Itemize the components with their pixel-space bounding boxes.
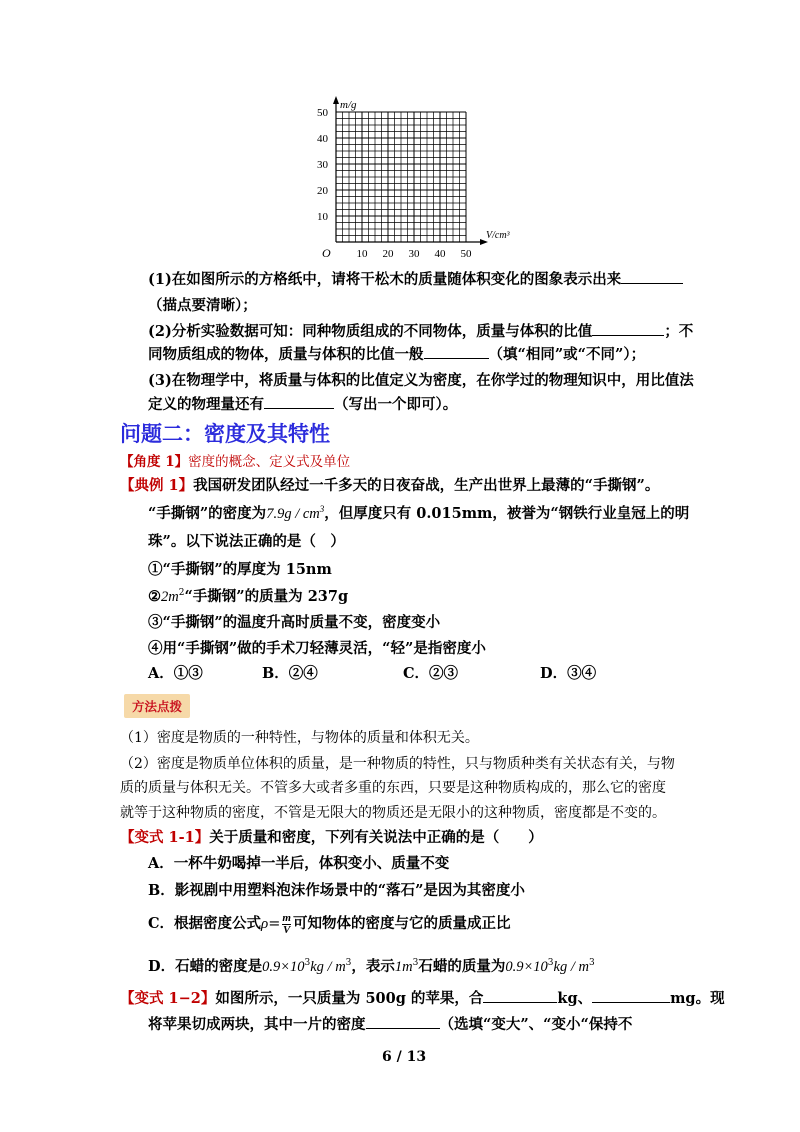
example1-line1: 【典例 1】我国研发团队经过一千多天的日夜奋战，生产出世界上最薄的“手撕钢”。 <box>120 477 660 494</box>
statement-1: ①“手撕钢”的厚度为 15nm <box>148 561 332 578</box>
mass-volume-grid-chart <box>300 90 530 260</box>
variant-1-2-line1: 【变式 1−2】如图所示，一只质量为 500g 的苹果，合 kg、 mg。现 <box>120 990 725 1007</box>
method-p2-line1: （2）密度是物质单位体积的质量，是一种物质的特性，只与物质种类有关状态有关，与物 <box>120 756 675 772</box>
x-tick-label: 50 <box>460 248 472 260</box>
method-p2-line2: 质的质量与体积无关。不管多大或者多重的东西，只要是这种物质构成的，那么它的密度 <box>120 780 666 796</box>
q1-line3: (2)分析实验数据可知：同种物质组成的不同物体，质量与体积的比值 ；不 <box>148 323 694 340</box>
variant-1-1-option-c: C．根据密度公式ρ= $\frac{m}{V}$ 可知物体的密度与它的质量成正比 <box>148 911 511 936</box>
option-a: A．①③ <box>148 665 203 682</box>
y-tick-label: 20 <box>317 185 328 197</box>
x-tick-label: 30 <box>408 248 420 260</box>
q1-line4: 同物质组成的物体，质量与体积的比值一般 （填“相同”或“不同”）； <box>148 346 646 363</box>
origin-label: O <box>322 246 331 260</box>
q1-line6: 定义的物理量还有 （写出一个即可）。 <box>148 396 458 413</box>
variant-1-1: 【变式 1-1】关于质量和密度，下列有关说法中正确的是（ ） <box>120 829 543 846</box>
option-c: C．②③ <box>403 665 459 682</box>
q1-line5: (3)在物理学中，将质量与体积的比值定义为密度，在你学过的物理知识中，用比值法 <box>148 372 694 389</box>
page-number: 6 / 13 <box>382 1049 427 1065</box>
q1-line1: (1)在如图所示的方格纸中，请将干松木的质量随体积变化的图象表示出来 <box>148 268 683 289</box>
section-title: 问题二：密度及其特性 <box>120 421 330 446</box>
statement-4: ④用“手撕钢”做的手术刀轻薄灵活，“轻”是指密度小 <box>148 640 486 657</box>
variant-1-1-option-b: B．影视剧中用塑料泡沫作场景中的“落石”是因为其密度小 <box>148 882 525 899</box>
statement-2: $②2m^2“$手撕钢”的质量为 237g <box>148 588 349 605</box>
statement-3: ③“手撕钢”的温度升高时质量不变，密度变小 <box>148 614 441 631</box>
variant-1-1-option-a: A．一杯牛奶喝掉一半后，体积变小、质量不变 <box>148 855 450 872</box>
y-tick-label: 50 <box>317 107 328 119</box>
method-p1: （1）密度是物质的一种特性，与物体的质量和体积无关。 <box>120 730 479 746</box>
x-tick-label: 40 <box>434 248 446 260</box>
method-badge: 方法点拨 <box>124 694 190 718</box>
q1-line2: （描点要清晰）； <box>148 297 257 314</box>
x-axis-label: V/cm³ <box>486 230 510 241</box>
x-tick-label: 10 <box>356 248 368 260</box>
variant-1-2-line2: 将苹果切成两块，其中一片的密度 （选填“变大”、“变小“保持不 <box>148 1016 633 1033</box>
variant-1-1-option-d: D．石蜡的密度是$0.9\times 10^3kg / m^3$，表示$1m^3$石蜡的质量为$0.9\times 10^3kg / m^3$ <box>148 958 595 975</box>
example1-line3: 珠”。以下说法正确的是（ ） <box>148 533 345 550</box>
method-p2-line3: 就等于这种物质的密度，不管是无限大的物质还是无限小的这种物质，密度都是不变的。 <box>120 805 666 821</box>
y-tick-label: 30 <box>317 159 328 171</box>
option-d: D．③④ <box>540 665 597 682</box>
y-tick-label: 10 <box>317 211 328 223</box>
angle-header: 【角度 1】密度的概念、定义式及单位 <box>120 454 351 470</box>
option-b: B．②④ <box>262 665 318 682</box>
y-axis-arrow <box>333 96 339 104</box>
y-axis-label: m/g <box>340 99 357 111</box>
example1-line2: “手撕钢”的密度为$7.9g / cm^3$，但厚度只有 0.015mm，被誉为“钢铁行业皇冠上的明 <box>148 504 690 522</box>
y-tick-label: 40 <box>317 133 328 145</box>
x-tick-label: 20 <box>382 248 394 260</box>
